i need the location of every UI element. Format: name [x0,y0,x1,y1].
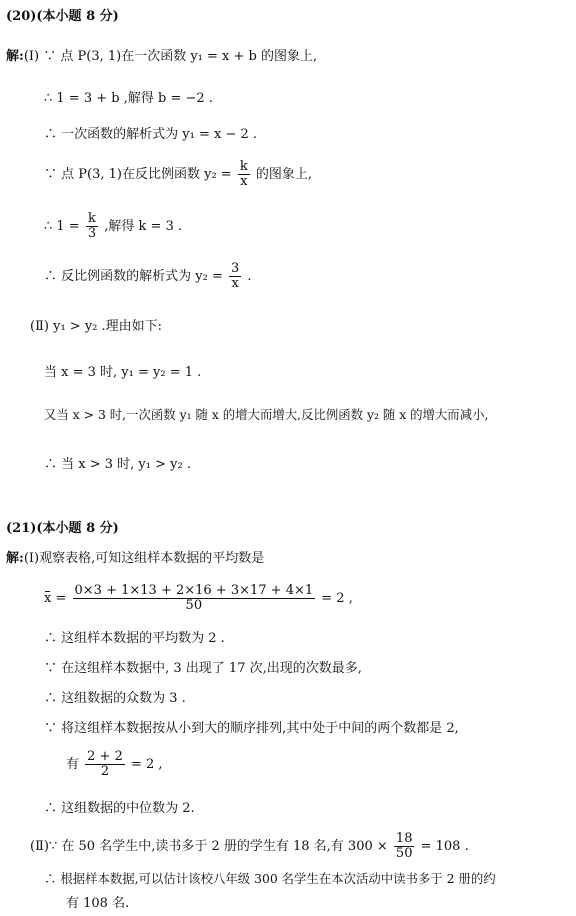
fraction-denominator: 2 [100,764,110,779]
q21-mode-conclusion: ∴ 这组数据的众数为 3 . [44,691,186,706]
fraction-median [85,750,125,779]
fraction-denominator: 3 [87,226,97,241]
q21-mode-reason: ∵ 在这组样本数据中, 3 出现了 17 次,出现的次数最多, [44,661,362,676]
q20-part1-label: (Ⅰ) [23,49,40,64]
q21-mean-intro: (Ⅰ)观察表格,可知这组样本数据的平均数是 [23,551,265,566]
q21-solution-label: 解: [6,551,24,566]
q20-inverse-expr-head: ∴ 反比例函数的解析式为 y₂ = [44,269,223,284]
fraction-k-over-3 [86,212,98,241]
fraction-denominator: x [240,174,248,189]
q21-part2-estimate [30,832,469,861]
q20-solve-k [44,212,182,241]
q20-conclusion: ∴ 当 x > 3 时, y₁ > y₂ . [44,457,191,472]
q20-part2-claim: (Ⅱ) y₁ > y₂ .理由如下: [30,319,163,334]
q20-inverse-text: ∵ 点 P(3, 1)在反比例函数 y₂ = [44,167,232,182]
fraction-denominator: 50 [185,598,203,613]
q21-mean-formula [44,584,353,613]
fraction-numerator: 18 [395,831,413,846]
q21-median-calc [66,750,163,779]
q20-header: (20)(本小题 8 分) [6,9,119,24]
q20-solve-k-tail: ,解得 k = 3 . [104,219,183,234]
q20-inverse-expr-tail: . [247,269,252,284]
q21-header: (21)(本小题 8 分) [6,521,119,536]
q20-monotonicity: 又当 x > 3 时,一次函数 y₁ 随 x 的增大而增大,反比例函数 y₂ 随 x 的增大而减小, [44,407,489,422]
fraction-denominator: x [231,276,239,291]
mean-result: = 2 , [321,591,353,606]
q21-final-count: 有 108 名. [66,896,130,911]
q20-line-1 [6,48,317,66]
q21-part2-head: (Ⅱ)∵ 在 50 名学生中,读书多于 2 册的学生有 18 名,有 300 × [30,839,388,854]
q21-final-estimate: ∴ 根据样本数据,可以估计该校八年级 300 名学生在本次活动中读书多于 2 册的约 [44,871,496,886]
fraction-3-over-x [229,262,241,291]
fraction-mean [73,584,316,613]
fraction-18-over-50 [394,832,415,861]
mean-equals: = [51,591,67,606]
q20-solve-k-head: ∴ 1 = [44,219,80,234]
q21-median-calc-tail: = 2 , [131,757,163,772]
fraction-numerator: k [86,212,98,227]
mean-symbol: x [44,591,52,606]
q21-part2-tail: = 108 . [420,839,469,854]
q20-solution-label: 解: [6,49,24,64]
q20-inverse-expr [44,262,252,291]
q20-point-on-linear: ∵ 点 P(3, 1)在一次函数 y₁ = x + b 的图象上, [43,49,318,64]
q20-inverse-tail: 的图象上, [255,167,312,182]
q20-linear-expr: ∴ 一次函数的解析式为 y₁ = x − 2 . [44,127,258,142]
fraction-numerator: 3 [231,261,240,276]
fraction-k-over-x [238,160,250,189]
fraction-numerator: k [239,159,248,174]
q21-median-reason: ∵ 将这组样本数据按从小到大的顺序排列,其中处于中间的两个数都是 2, [44,721,459,736]
q21-median-calc-head: 有 [66,757,80,772]
q20-equal-at-3: 当 x = 3 时, y₁ = y₂ = 1 . [44,365,202,380]
q20-point-on-inverse [44,160,312,189]
q21-line-1 [6,550,264,568]
fraction-denominator: 50 [395,846,413,861]
q21-median-conclusion: ∴ 这组数据的中位数为 2. [44,801,195,816]
fraction-numerator: 2 + 2 [87,749,123,764]
q20-solve-b: ∴ 1 = 3 + b ,解得 b = −2 . [44,91,213,106]
fraction-numerator: 0×3 + 1×13 + 2×16 + 3×17 + 4×1 [74,583,314,598]
q21-mean-conclusion: ∴ 这组样本数据的平均数为 2 . [44,631,225,646]
